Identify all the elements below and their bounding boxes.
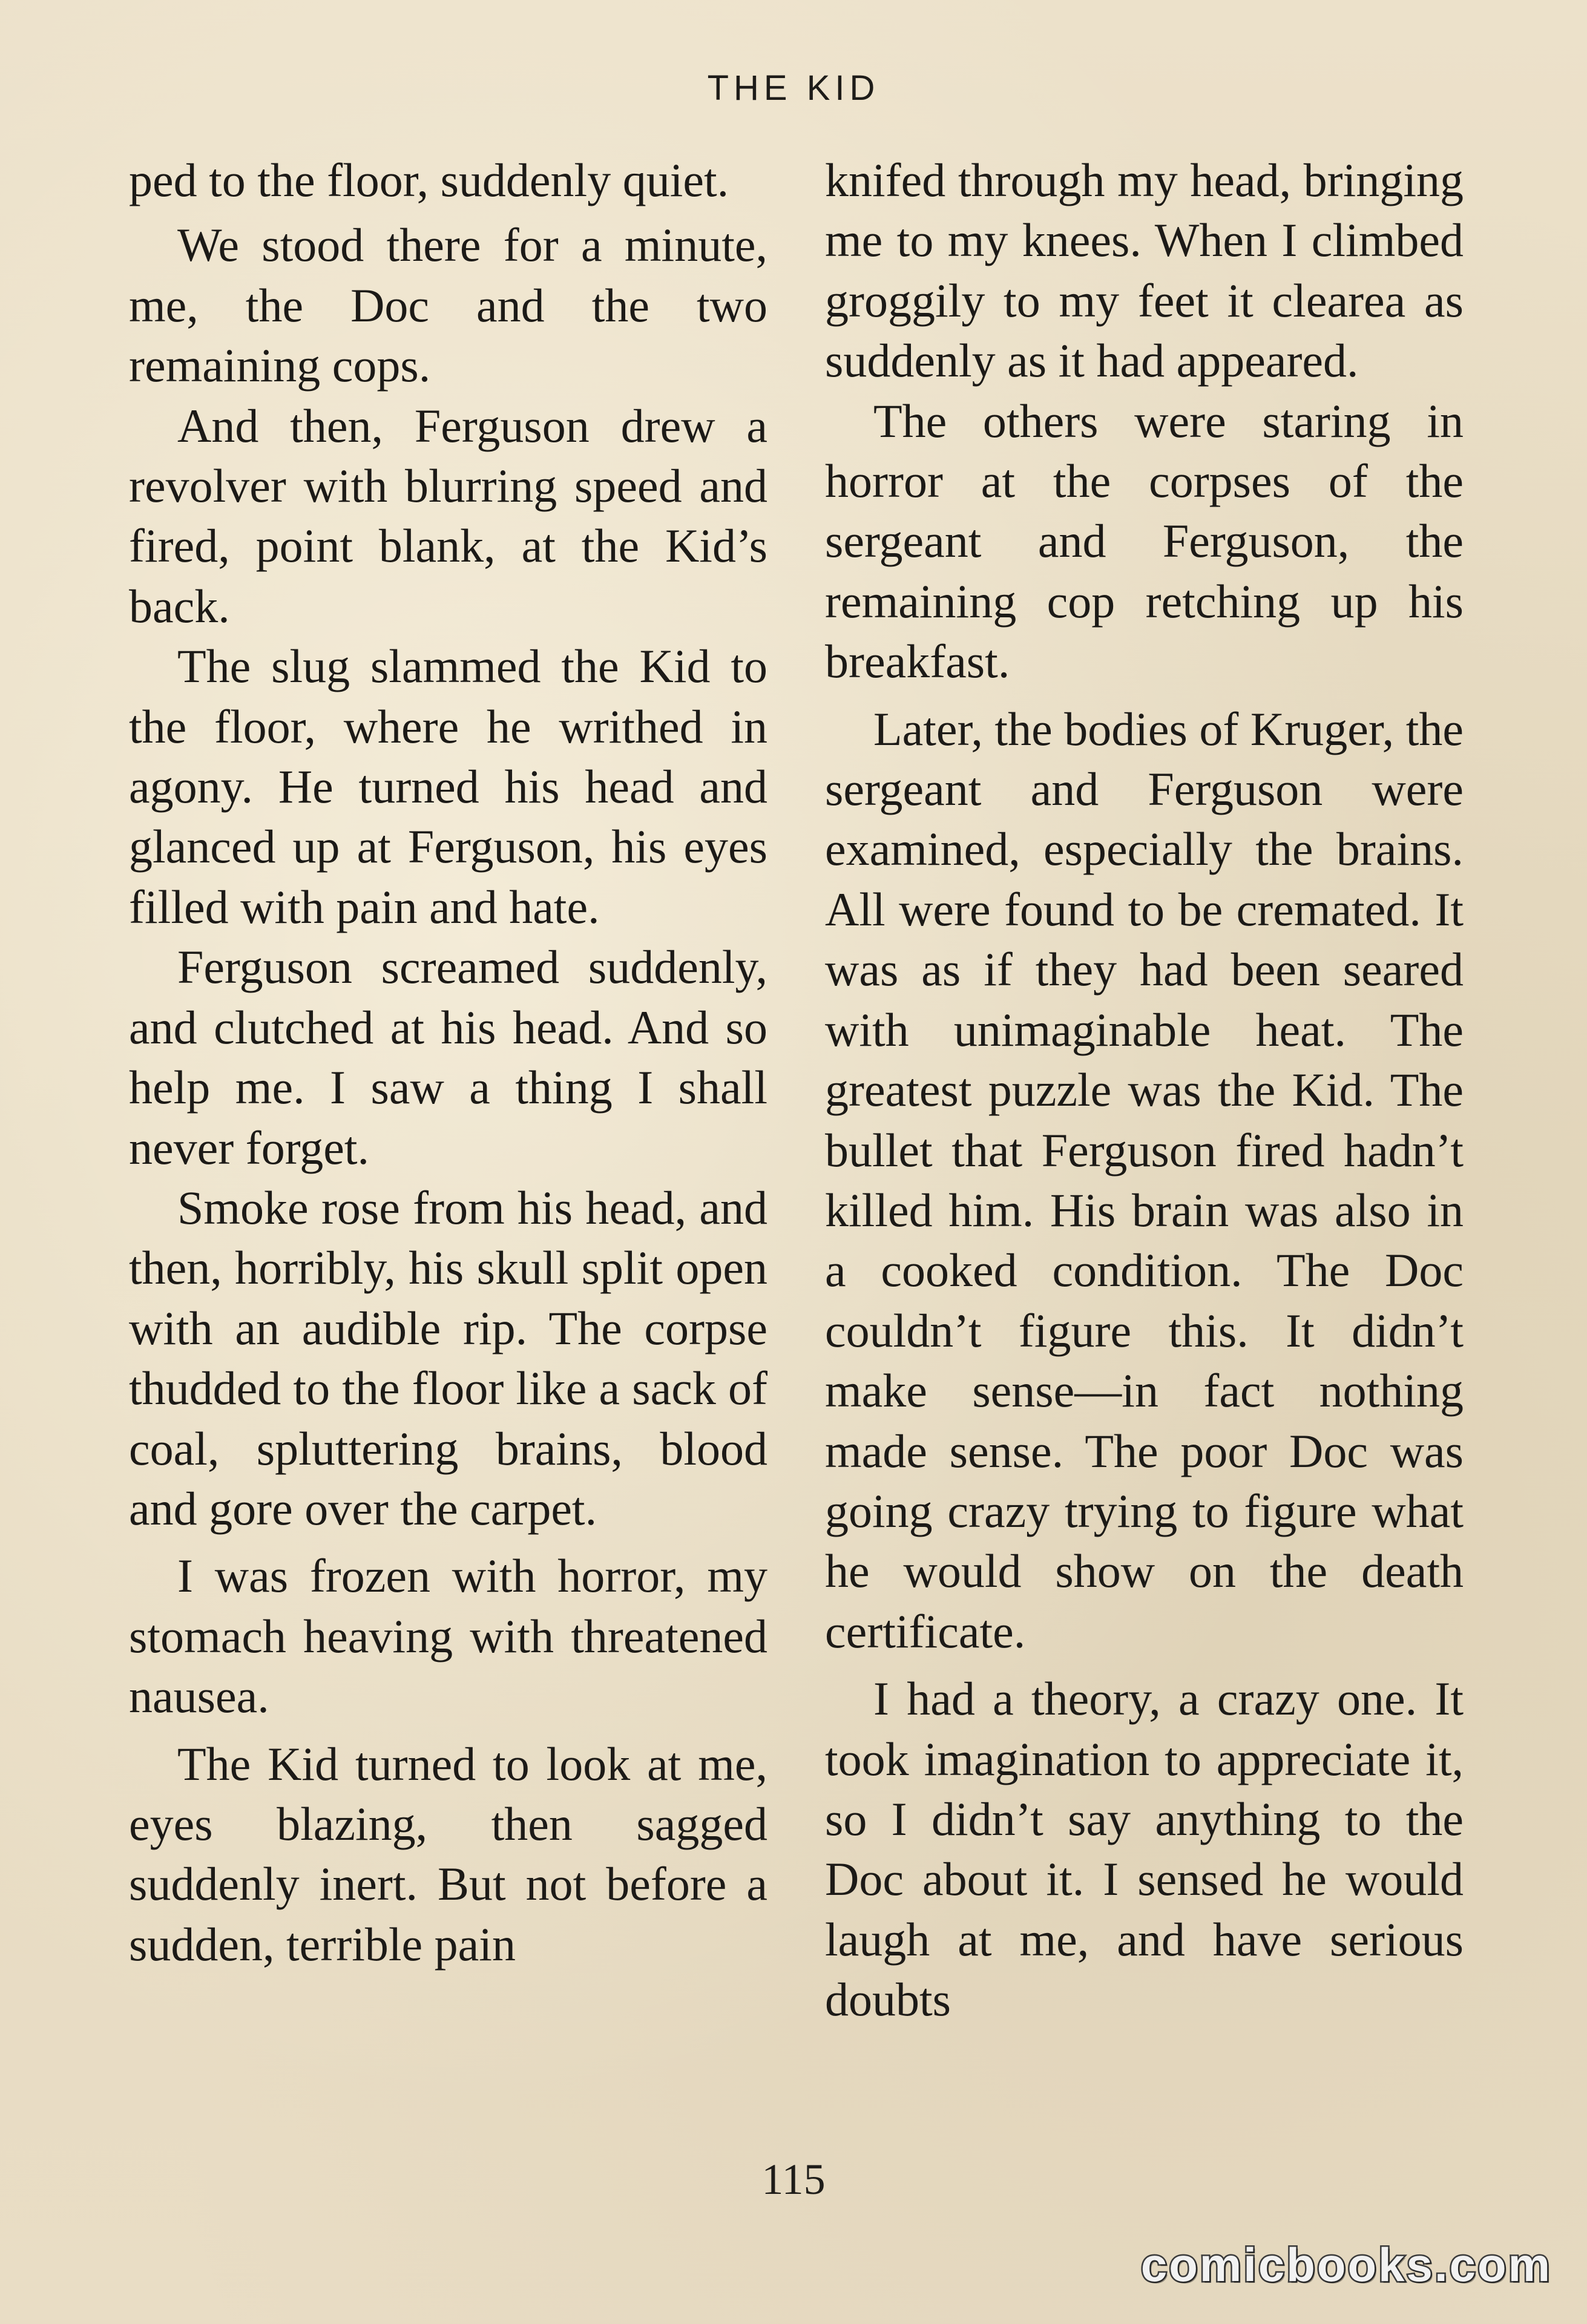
paragraph: knifed through my head, bringing me to my knees. When I climbed groggily to my feet it clearea as suddenly as it had appeared. xyxy=(825,154,1464,387)
paragraph: ped to the floor, suddenly quiet. xyxy=(129,154,729,206)
paragraph: Smoke rose from his head, and then, horribly, his skull split open with an audible rip. The corpse thudded to the floor like a sack of coal, spluttering brains, blood and gore over the carpet. xyxy=(129,1181,767,1535)
paragraph: We stood there for a minute, me, the Doc and the two remaining cops. xyxy=(129,218,767,392)
paragraph: Later, the bodies of Kruger, the sergeant and Ferguson were examined, especially the brains. All were found to be cremated. It was as if they had been seared with unimaginable heat. The greatest puzzle was the Kid. The bullet that Ferguson fired hadn’t killed him. His brain was also in a cooked condition. The Doc couldn’t figure this. It didn’t make sense—in fact nothing made sense. The poor Doc was going crazy trying to figure what he would show on the death certificate. xyxy=(825,702,1464,1658)
paragraph: Ferguson screamed suddenly, and clutched at his head. And so help me. I saw a thing I shall never forget. xyxy=(129,940,767,1174)
right-text-column xyxy=(825,150,1464,2030)
page-number: 115 xyxy=(761,2155,826,2204)
watermark: comicbooks.com xyxy=(1140,2238,1552,2291)
paragraph: The slug slammed the Kid to the floor, where he writhed in agony. He turned his head and glanced up at Ferguson, his eyes filled with pain and hate. xyxy=(129,640,767,933)
left-text-column xyxy=(129,150,767,1974)
paragraph: The Kid turned to look at me, eyes blazing, then sagged suddenly inert. But not before a sudden, terrible pain xyxy=(129,1737,767,1971)
paragraph: I had a theory, a crazy one. It took imagination to appreciate it, so I didn’t say anything to the Doc about it. I sensed he would laugh at me, and have serious doubts xyxy=(825,1672,1464,2026)
paragraph: The others were staring in horror at the corpses of the sergeant and Ferguson, the remaining cop retching up his breakfast. xyxy=(825,394,1464,688)
paragraph: I was frozen with horror, my stomach heaving with threatened nausea. xyxy=(129,1549,767,1723)
running-head: THE KID xyxy=(707,68,880,108)
paragraph: And then, Ferguson drew a revolver with blurring speed and fired, point blank, at the Kid’s back. xyxy=(129,399,767,632)
